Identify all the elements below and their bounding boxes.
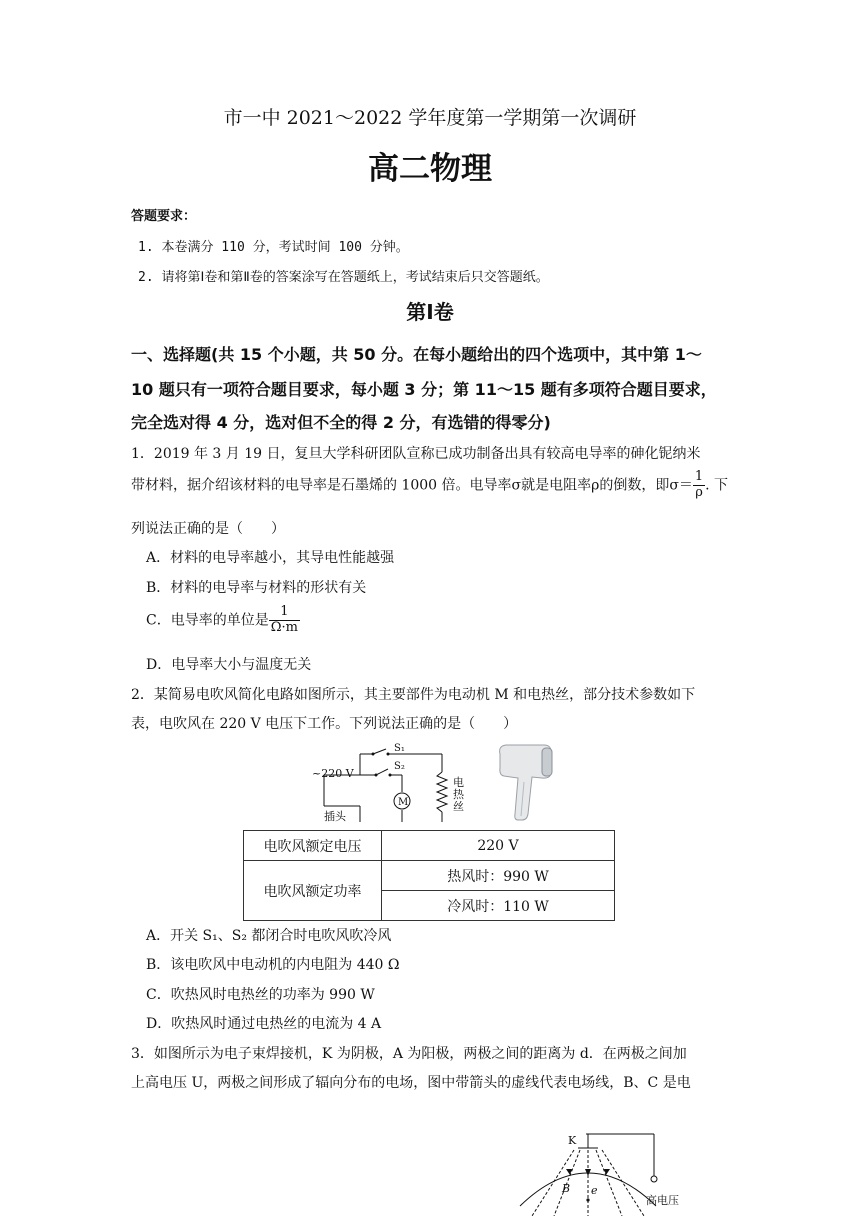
q1-option-a: A．材料的电导率越小，其导电性能越强 [146, 550, 395, 566]
q1-option-c-text: C．电导率的单位是 [146, 612, 269, 629]
q3-stem-line-1: 3．如图所示为电子束焊接机，K 为阴极，A 为阳极，两极之间的距离为 d．在两极之间加 [131, 1046, 687, 1062]
q2-rated-power-label: 电吹风额定功率 [244, 861, 382, 921]
q1-option-c-numerator: 1 [269, 605, 300, 621]
q2-option-a: A．开关 S₁、S₂ 都闭合时电吹风吹冷风 [146, 928, 392, 944]
requirements-title: 答题要求： [131, 209, 197, 224]
q3-e-label: e [591, 1184, 598, 1197]
q2-switch-s2-label: S₂ [394, 761, 405, 772]
q3-stem-line-2: 上高电压 U，两极之间形成了辐向分布的电场，图中带箭头的虚线代表电场线，B、C 是电 [131, 1075, 691, 1091]
q1-sigma-fraction [693, 470, 705, 501]
q3-electron-beam-figure [510, 1128, 710, 1216]
volume-title: 第Ⅰ卷 [406, 300, 454, 324]
school-exam-title: 市一中 2021～2022 学年度第一学期第一次调研 [223, 107, 637, 129]
q1-frac-numerator: 1 [694, 469, 704, 484]
q1-frac-denominator: ρ [695, 484, 703, 500]
section-instructions-line-3: 完全选对得 4 分，选对但不全的得 2 分，有选错的得零分) [131, 413, 551, 432]
q2-hair-dryer-image [494, 742, 556, 824]
q2-stem-line-2: 表，电吹风在 220 V 电压下工作。下列说法正确的是（ ） [131, 716, 518, 732]
q2-option-d: D．吹热风时通过电热丝的电流为 4 A [146, 1016, 382, 1032]
q2-stem-line-1: 2．某简易电吹风简化电路如图所示，其主要部件为电动机 M 和电热丝，部分技术参数如下 [131, 687, 696, 703]
q2-switch-s1-label: S₁ [394, 743, 405, 754]
q1-option-c-denominator: Ω·m [270, 619, 298, 635]
q1-stem-line-3: 列说法正确的是（ ） [131, 521, 285, 537]
q2-hot-air-power: 热风时：990 W [382, 861, 615, 891]
q1-stem-line-2-text: 带材料，据介绍该材料的电导率是石墨烯的 1000 倍。电导率σ就是电阻率ρ的倒数，即σ＝ [131, 477, 693, 494]
q2-rated-voltage-value: 220 V [382, 831, 615, 861]
q1-option-c [146, 605, 300, 636]
q2-heater-label-3: 丝 [453, 800, 464, 813]
subject-title: 高二物理 [368, 151, 492, 187]
q1-option-b: B．材料的电导率与材料的形状有关 [146, 580, 367, 596]
q1-stem-line-2-end: . 下 [705, 477, 729, 494]
requirement-item-2: 2. 请将第Ⅰ卷和第Ⅱ卷的答案涂写在答题纸上，考试结束后只交答题纸。 [138, 270, 549, 285]
requirement-item-1: 1. 本卷满分 110 分，考试时间 100 分钟。 [138, 240, 409, 255]
q2-heater-label-2: 热 [453, 788, 464, 801]
q2-option-b: B．该电吹风中电动机的内电阻为 440 Ω [146, 957, 400, 973]
q1-stem-line-1: 1．2019 年 3 月 19 日，复旦大学科研团队宣称已成功制备出具有较高电导率的砷化铌纳米 [131, 446, 701, 462]
q2-circuit-diagram [300, 740, 480, 822]
q2-motor-label: M [398, 797, 409, 808]
q2-plug-label: 插头 [324, 810, 346, 822]
q3-high-voltage-label: 高电压 [646, 1194, 679, 1207]
q3-b-label: B [562, 1182, 571, 1195]
q2-spec-table [243, 830, 615, 921]
q1-stem-line-2 [131, 470, 728, 501]
table-row [244, 831, 615, 861]
q2-voltage-label: ~220 V [312, 767, 354, 780]
section-instructions-line-1: 一、选择题(共 15 个小题，共 50 分。在每小题给出的四个选项中，其中第 1～ [131, 345, 702, 364]
q2-rated-voltage-label: 电吹风额定电压 [244, 831, 382, 861]
table-row [244, 861, 615, 891]
q2-heater-label-1: 电 [453, 776, 464, 789]
q1-option-d: D．电导率大小与温度无关 [146, 657, 312, 673]
q1-option-c-fraction [269, 605, 300, 636]
q2-cold-air-power: 冷风时：110 W [382, 891, 615, 921]
q3-k-label: K [568, 1134, 577, 1147]
section-instructions-line-2: 10 题只有一项符合题目要求，每小题 3 分；第 11～15 题有多项符合题目要求， [131, 380, 717, 399]
q2-option-c: C．吹热风时电热丝的功率为 990 W [146, 987, 375, 1003]
